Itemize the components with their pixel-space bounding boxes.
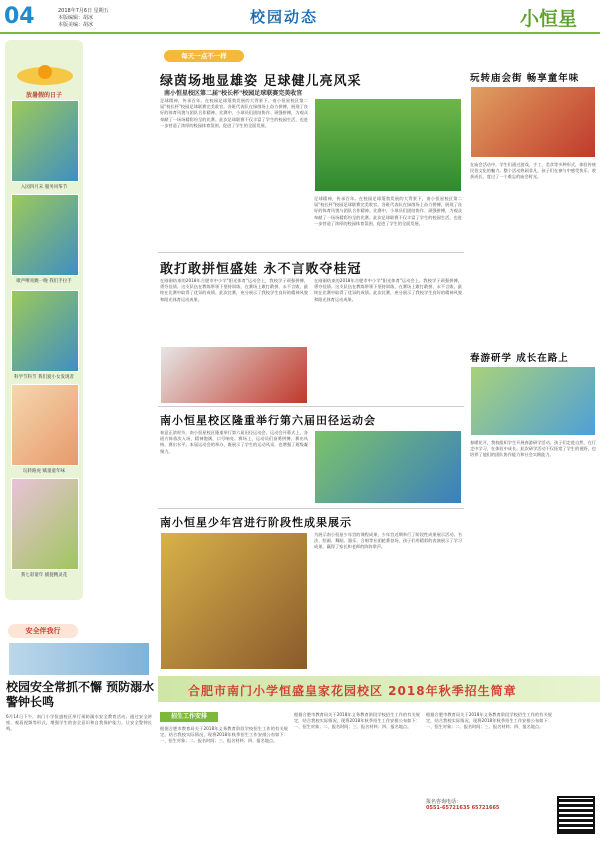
photo-caption: 我七彩童年 捕捉精灵花 — [20, 573, 68, 578]
recruit-body: 根据合肥市教育局关于2018年义务教育阶段学校招生工作的有关规定，结合我校实际情况，现将2018年秋季招生工作安排公布如下：一、招生对象；二、报名时间；三、报名材料；四、报名地点。 — [160, 726, 288, 744]
recruit-title: 合肥市南门小学恒盛皇家花园校区 2018年秋季招生简章 — [188, 684, 517, 698]
contact-phone: 0551-65721635 65721665 — [426, 805, 500, 811]
football-body: 足球精神，传承百年。在校园足球蓬勃发展的大背景下，南小恒星校区第二届"校长杯"校园足球联赛完美收官。各班代表队在绿茵场上奋力拼搏，展现了良好的体育风貌与团队合作精神。比赛中，小球员们团结协作、顽强拼搏，为观众奉献了一场场精彩纷呈的比赛。此次足球联赛不仅丰富了学生的校园生活，也进一步营造了浓厚的校园体育氛围，促进了学生的全面发展。 — [160, 98, 308, 128]
recruit-body-col3: 根据合肥市教育局关于2018年义务教育阶段学校招生工作的有关规定，结合我校实际情况，现将2018年秋季招生工作安排公布如下：一、招生对象；二、报名时间；三、报名材料；四、报名地点。 — [426, 712, 552, 730]
recruit-contact — [426, 798, 554, 811]
wrestling-body-continued: 在刚刚结束的2018年合肥市中小学"阳光体育"运动会上，我校学子顽强拼搏，勇夺佳绩。这支队伍在教练带领下坚持训练，在赛场上敢打敢拼、永不言败，最终在比赛中取得了优异的成绩。此次比赛，充分展示了我校学生良好的精神风貌和阳光体育运动成果。 — [314, 278, 462, 302]
divider — [158, 406, 464, 407]
issue-info — [58, 8, 109, 29]
recruit-body-col2: 根据合肥市教育局关于2018年义务教育阶段学校招生工作的有关规定，结合我校实际情况，现将2018年秋季招生工作安排公布如下：一、招生对象；二、报名时间；三、报名材料；四、报名地点。 — [294, 712, 420, 730]
left-column-title: 放暑假的日子 — [25, 92, 62, 99]
photo-caption: 入园四月末 服务风筝节 — [20, 185, 68, 190]
photo-kite — [11, 100, 79, 182]
sports-meet-body: 春意正浓时节，南小恒星校区隆重举行第六届田径运动会。运动会开幕式上，各班方阵依次入场，精神饱满，口号响亮。赛场上，运动员们奋勇拼搏，赛出风格、赛出水平。本届运动会的举办，既展示了学生的运动风采，也增强了班级凝聚力。 — [160, 430, 308, 454]
divider — [158, 252, 464, 253]
youth-palace-body: 为展示南小恒星少年宫的课程成果，少年宫近期举行了阶段性成果展示活动。书法、绘画、舞蹈、器乐、合唱等社团轮番登场，孩子们用精彩的表演展示了学习成果，赢得了家长和老师的阵阵掌声。 — [314, 532, 462, 550]
section-title: 校园动态 — [250, 8, 319, 26]
football-subtitle: 南小恒星校区第二届"校长杯"校园足球联赛完美收官 — [164, 90, 303, 97]
issue-line: 本版编辑：胡冰 — [58, 15, 94, 21]
divider — [158, 508, 464, 509]
photo-caption: 科学节科节 我们爱小女发现者 — [14, 375, 74, 380]
football-photo — [314, 98, 462, 192]
wrestling-photo — [160, 346, 308, 404]
contact-label: 报名咨询电话： — [426, 799, 462, 805]
study-tour-title: 春游研学 成长在路上 — [470, 353, 569, 364]
photo-caption: 玩转路虎 赋童童年味 — [23, 469, 65, 474]
youth-palace-title: 南小恒星少年宫进行阶段性成果展示 — [160, 516, 352, 529]
sports-meet-title: 南小恒星校区隆重举行第六届田径运动会 — [160, 414, 376, 427]
photo-girl — [11, 384, 79, 466]
wrestling-body: 在刚刚结束的2018年合肥市中小学"阳光体育"运动会上，我校学子顽强拼搏，勇夺佳绩。这支队伍在教练带领下坚持训练，在赛场上敢打敢拼、永不言败，最终在比赛中取得了优异的成绩。此次比赛，充分展示了我校学生良好的精神风貌和阳光体育运动成果。 — [160, 278, 308, 302]
masthead-logo: 小恒星 — [520, 8, 578, 30]
study-tour-body: 春暖花开，我校组织学生开展春游研学活动。孩子们走进自然，在行走中学习，在体验中成长。此次研学活动不仅拓宽了学生的视野，也培养了他们的团队协作能力和社会实践能力。 — [470, 440, 596, 458]
qr-code[interactable] — [557, 796, 595, 834]
safety-photo — [8, 642, 150, 676]
football-body-continued: 足球精神，传承百年。在校园足球蓬勃发展的大背景下，南小恒星校区第二届"校长杯"校园足球联赛完美收官。各班代表队在绿茵场上奋力拼搏，展现了良好的体育风貌与团队合作精神。比赛中，小球员们团结协作、顽强拼搏，为观众奉献了一场场精彩纷呈的比赛。此次足球联赛不仅丰富了学生的校园生活，也进一步营造了浓厚的校园体育氛围，促进了学生的全面发展。 — [314, 196, 462, 226]
fair-body: 在庙会活动中，学生们通过游戏、手工、美食等多种形式，体验传统民俗文化的魅力。整个活动热闹非凡，孩子们在参与中感受快乐、收获成长，度过了一个难忘的庙会时光。 — [470, 162, 596, 180]
page-number: 04 — [4, 4, 35, 29]
fair-photo — [470, 86, 596, 158]
wrestling-title: 敢打敢拼恒盛娃 永不言败夺桂冠 — [160, 262, 362, 277]
recruit-tag: 招生工作安排 — [160, 712, 218, 722]
fair-title: 玩转庙会街 畅享童年味 — [470, 73, 580, 84]
youth-palace-photo — [160, 532, 308, 670]
top-banner: 每天一点不一样 — [164, 50, 244, 62]
safety-title: 校园安全常抓不懈 预防溺水警钟长鸣 — [6, 680, 155, 709]
issue-line: 2018年7月6日 星期五 — [58, 8, 109, 14]
issue-line: 本版美编：胡冰 — [58, 22, 94, 28]
football-title: 绿茵场地显雄姿 足球健儿亮风采 — [160, 74, 362, 89]
study-tour-photo — [470, 366, 596, 436]
sports-meet-photo — [314, 430, 462, 504]
sun-decoration-icon — [14, 62, 76, 86]
photo-caption: 歌声嘹亮跳一晚 我们手拉手 — [16, 279, 72, 284]
safety-section-label: 安全伴我行 — [8, 624, 78, 638]
photo-science — [11, 290, 79, 372]
safety-body: 6月14日下午，南门小学恒盛校区举行预防溺水安全教育活动。通过安全讲座、观看视频等形式，增强学生的安全意识和自我保护能力，让安全警钟长鸣。 — [6, 714, 152, 732]
photo-spirit — [11, 478, 79, 570]
photo-dance — [11, 194, 79, 276]
